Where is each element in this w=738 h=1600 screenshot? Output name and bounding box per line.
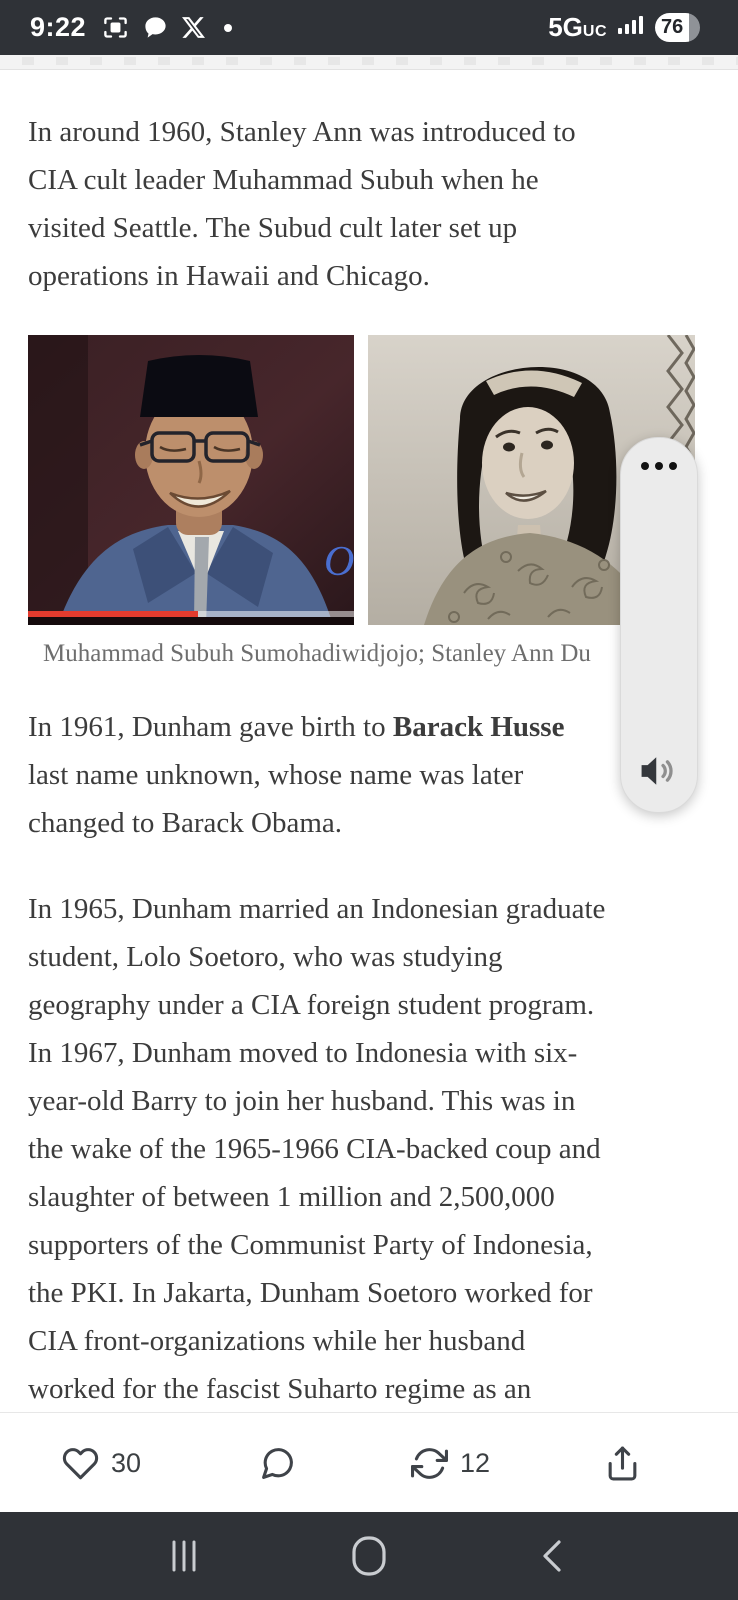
paragraph-3 xyxy=(28,885,710,1413)
repost-button[interactable] xyxy=(411,1413,490,1513)
like-button[interactable] xyxy=(62,1413,141,1513)
post-action-bar xyxy=(0,1412,738,1513)
text-line: visited Seattle. The Subud cult later set up xyxy=(28,212,518,244)
battery-percent: 76 xyxy=(660,16,684,38)
network-type: 5G xyxy=(548,12,583,42)
text-line: worked for the fascist Suharto regime as an xyxy=(28,1373,532,1405)
recents-icon xyxy=(164,1536,204,1576)
chat-bubble-icon xyxy=(142,14,169,41)
text-line: In 1965, Dunham married an Indonesian graduate xyxy=(28,893,606,925)
subuh-video-still[interactable] xyxy=(28,335,354,625)
network-label xyxy=(548,12,607,43)
heart-icon xyxy=(62,1445,99,1482)
text-line: slaughter of between 1 million and 2,500,000 xyxy=(28,1181,555,1213)
status-right-cluster xyxy=(548,0,700,55)
paragraph-2 xyxy=(28,703,710,847)
share-icon xyxy=(604,1445,641,1482)
clock: 9:22 xyxy=(30,12,87,42)
reply-button[interactable] xyxy=(259,1413,296,1513)
back-chevron-icon xyxy=(535,1536,571,1576)
more-options-button[interactable] xyxy=(621,462,697,470)
watermark-letter: O xyxy=(324,539,354,585)
more-dots-icon xyxy=(655,462,663,470)
notification-icons xyxy=(102,14,232,41)
recents-button[interactable] xyxy=(124,1512,244,1600)
paragraph-1 xyxy=(28,108,710,300)
video-progress-bar xyxy=(28,611,354,625)
read-aloud-button[interactable] xyxy=(621,749,697,798)
share-button[interactable] xyxy=(604,1413,641,1513)
text-line: year-old Barry to join her husband. This was in xyxy=(28,1085,576,1117)
reply-bubble-icon xyxy=(259,1445,296,1482)
home-button[interactable] xyxy=(309,1512,429,1600)
repost-count: 12 xyxy=(460,1447,491,1478)
more-dots-icon xyxy=(641,462,649,470)
speaker-icon xyxy=(637,749,681,798)
text-segment: In 1961, Dunham gave birth to xyxy=(28,711,393,743)
home-icon xyxy=(349,1534,389,1578)
text-line: CIA front-organizations while her husband xyxy=(28,1325,526,1357)
bold-text-segment: Barack Husse xyxy=(392,711,565,743)
status-bar xyxy=(0,0,738,55)
text-line: changed to Barack Obama. xyxy=(28,807,343,839)
text-line: geography under a CIA foreign student program. xyxy=(28,989,595,1021)
text-line: supporters of the Communist Party of Indonesia, xyxy=(28,1229,593,1261)
signal-strength-icon xyxy=(617,13,645,42)
notification-dot-icon xyxy=(224,24,232,32)
text-line xyxy=(28,703,710,751)
text-line: In around 1960, Stanley Ann was introduced to xyxy=(28,116,576,148)
text-line: the PKI. In Jakarta, Dunham Soetoro worked for xyxy=(28,1277,593,1309)
reader-control-pill[interactable] xyxy=(620,437,698,813)
text-line: last name unknown, whose name was later xyxy=(28,759,524,791)
figure xyxy=(28,335,695,625)
back-button[interactable] xyxy=(493,1512,613,1600)
x-app-icon xyxy=(182,16,205,39)
like-count: 30 xyxy=(111,1447,142,1478)
repost-icon xyxy=(411,1445,448,1482)
network-subtype: UC xyxy=(582,23,607,40)
text-line: the wake of the 1965-1966 CIA-backed coup and xyxy=(28,1133,601,1165)
screenshot-icon xyxy=(102,14,129,41)
text-line: In 1967, Dunham moved to Indonesia with six- xyxy=(28,1037,578,1069)
more-dots-icon xyxy=(669,462,677,470)
cutoff-toolbar-strip xyxy=(0,55,738,70)
battery-indicator xyxy=(655,13,700,42)
text-line: student, Lolo Soetoro, who was studying xyxy=(28,941,503,973)
text-line: operations in Hawaii and Chicago. xyxy=(28,260,430,292)
android-nav-bar xyxy=(0,1512,738,1600)
text-line: CIA cult leader Muhammad Subuh when he xyxy=(28,164,539,196)
image-caption: Muhammad Subuh Sumohadiwidjojo; Stanley Ann Du xyxy=(43,640,591,667)
